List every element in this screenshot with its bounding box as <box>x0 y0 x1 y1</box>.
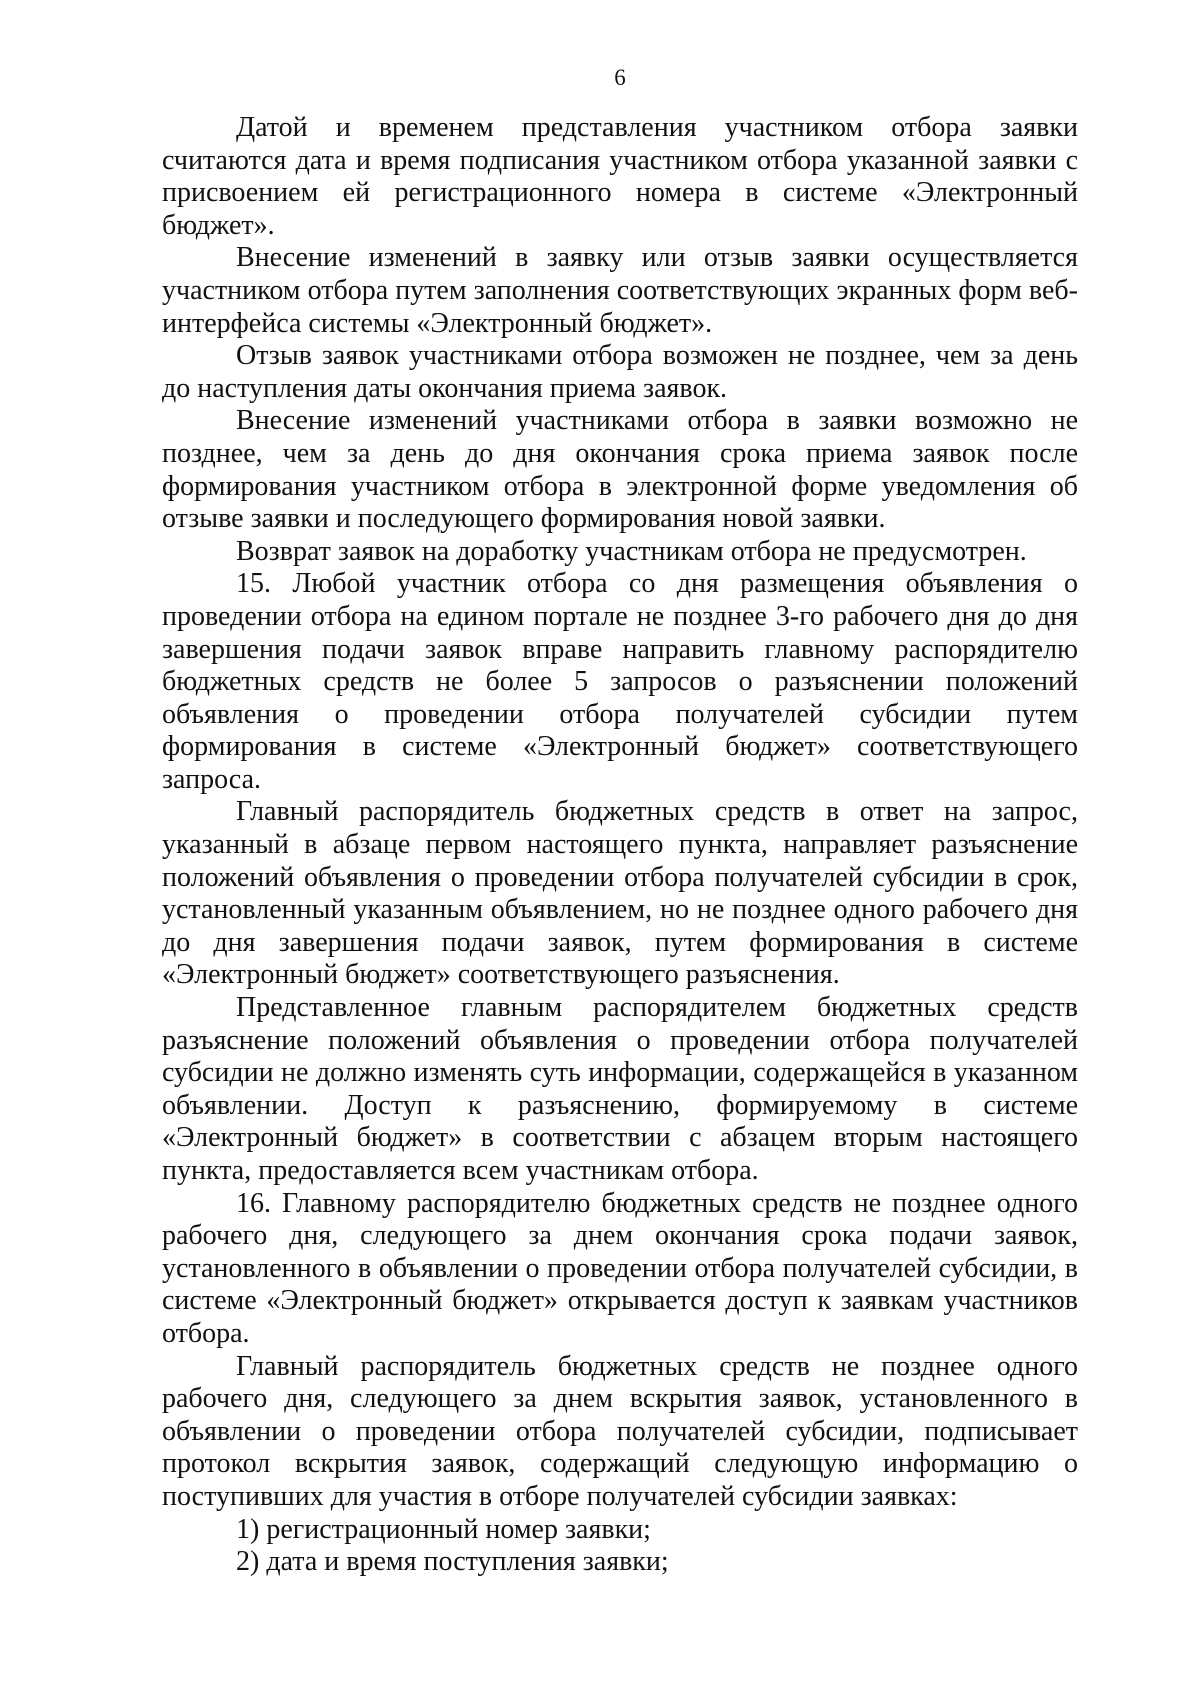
page-number: 6 <box>614 65 626 90</box>
paragraph-withdrawal-deadline: Отзыв заявок участниками отбора возможен не позднее, чем за день до наступления даты окончания приема заявок. <box>162 340 1078 404</box>
paragraph-opening-protocol: Главный распорядитель бюджетных средств не позднее одного рабочего дня, следующего за днем вскрытия заявок, установленного в объявлении о проведении отбора получателей субсидии, подписывает протокол вскрытия заявок, содержащий следующую информацию о поступивших для участия в отборе получателей субсидии заявках: <box>162 1350 1078 1512</box>
body-text <box>162 112 1078 1579</box>
paragraph-clarification-access: Представленное главным распорядителем бюджетных средств разъяснение положений объявления о проведении отбора получателей субсидии не должно изменять суть информации, содержащейся в указанном объявлении. Доступ к разъяснению, формируемому в системе «Электронный бюджет» в соответствии с абзацем вторым настоящего пункта, предоставляется всем участникам отбора. <box>162 992 1078 1186</box>
paragraph-submission-time: Датой и временем представления участником отбора заявки считаются дата и время подписания участником отбора указанной заявки с присвоением ей регистрационного номера в системе «Электронный бюджет». <box>162 112 1078 241</box>
paragraph-changes-deadline: Внесение изменений участниками отбора в заявки возможно не позднее, чем за день до дня окончания срока приема заявок после формирования участником отбора в электронной форме уведомления об отзыве заявки и последующего формирования новой заявки. <box>162 405 1078 535</box>
paragraph-clarification-response: Главный распорядитель бюджетных средств в ответ на запрос, указанный в абзаце первом настоящего пункта, направляет разъяснение положений объявления о проведении отбора получателей субсидии в срок, установленный указанным объявлением, но не позднее одного рабочего дня до дня завершения подачи заявок, путем формирования в системе «Электронный бюджет» соответствующего разъяснения. <box>162 796 1078 991</box>
paragraph-no-return: Возврат заявок на доработку участникам отбора не предусмотрен. <box>236 535 1027 567</box>
list-item-registration-number: 1) регистрационный номер заявки; <box>236 1513 651 1545</box>
paragraph-item-15: 15. Любой участник отбора со дня размещения объявления о проведении отбора на едином портале не позднее 3-го рабочего дня до дня завершения подачи заявок вправе направить главному распорядителю бюджетных средств не более 5 запросов о разъяснении положений объявления о проведении отбора получателей субсидии путем формирования в системе «Электронный бюджет» соответствующего запроса. <box>162 568 1078 795</box>
list-item-receipt-datetime: 2) дата и время поступления заявки; <box>236 1546 669 1578</box>
paragraph-item-16: 16. Главному распорядителю бюджетных средств не позднее одного рабочего дня, следующего за днем окончания срока подачи заявок, установленного в объявлении о проведении отбора получателей субсидии, в системе «Электронный бюджет» открывается доступ к заявкам участников отбора. <box>162 1187 1078 1349</box>
paragraph-changes-withdrawal: Внесение изменений в заявку или отзыв заявки осуществляется участником отбора путем заполнения соответствующих экранных форм веб-интерфейса системы «Электронный бюджет». <box>162 242 1078 339</box>
